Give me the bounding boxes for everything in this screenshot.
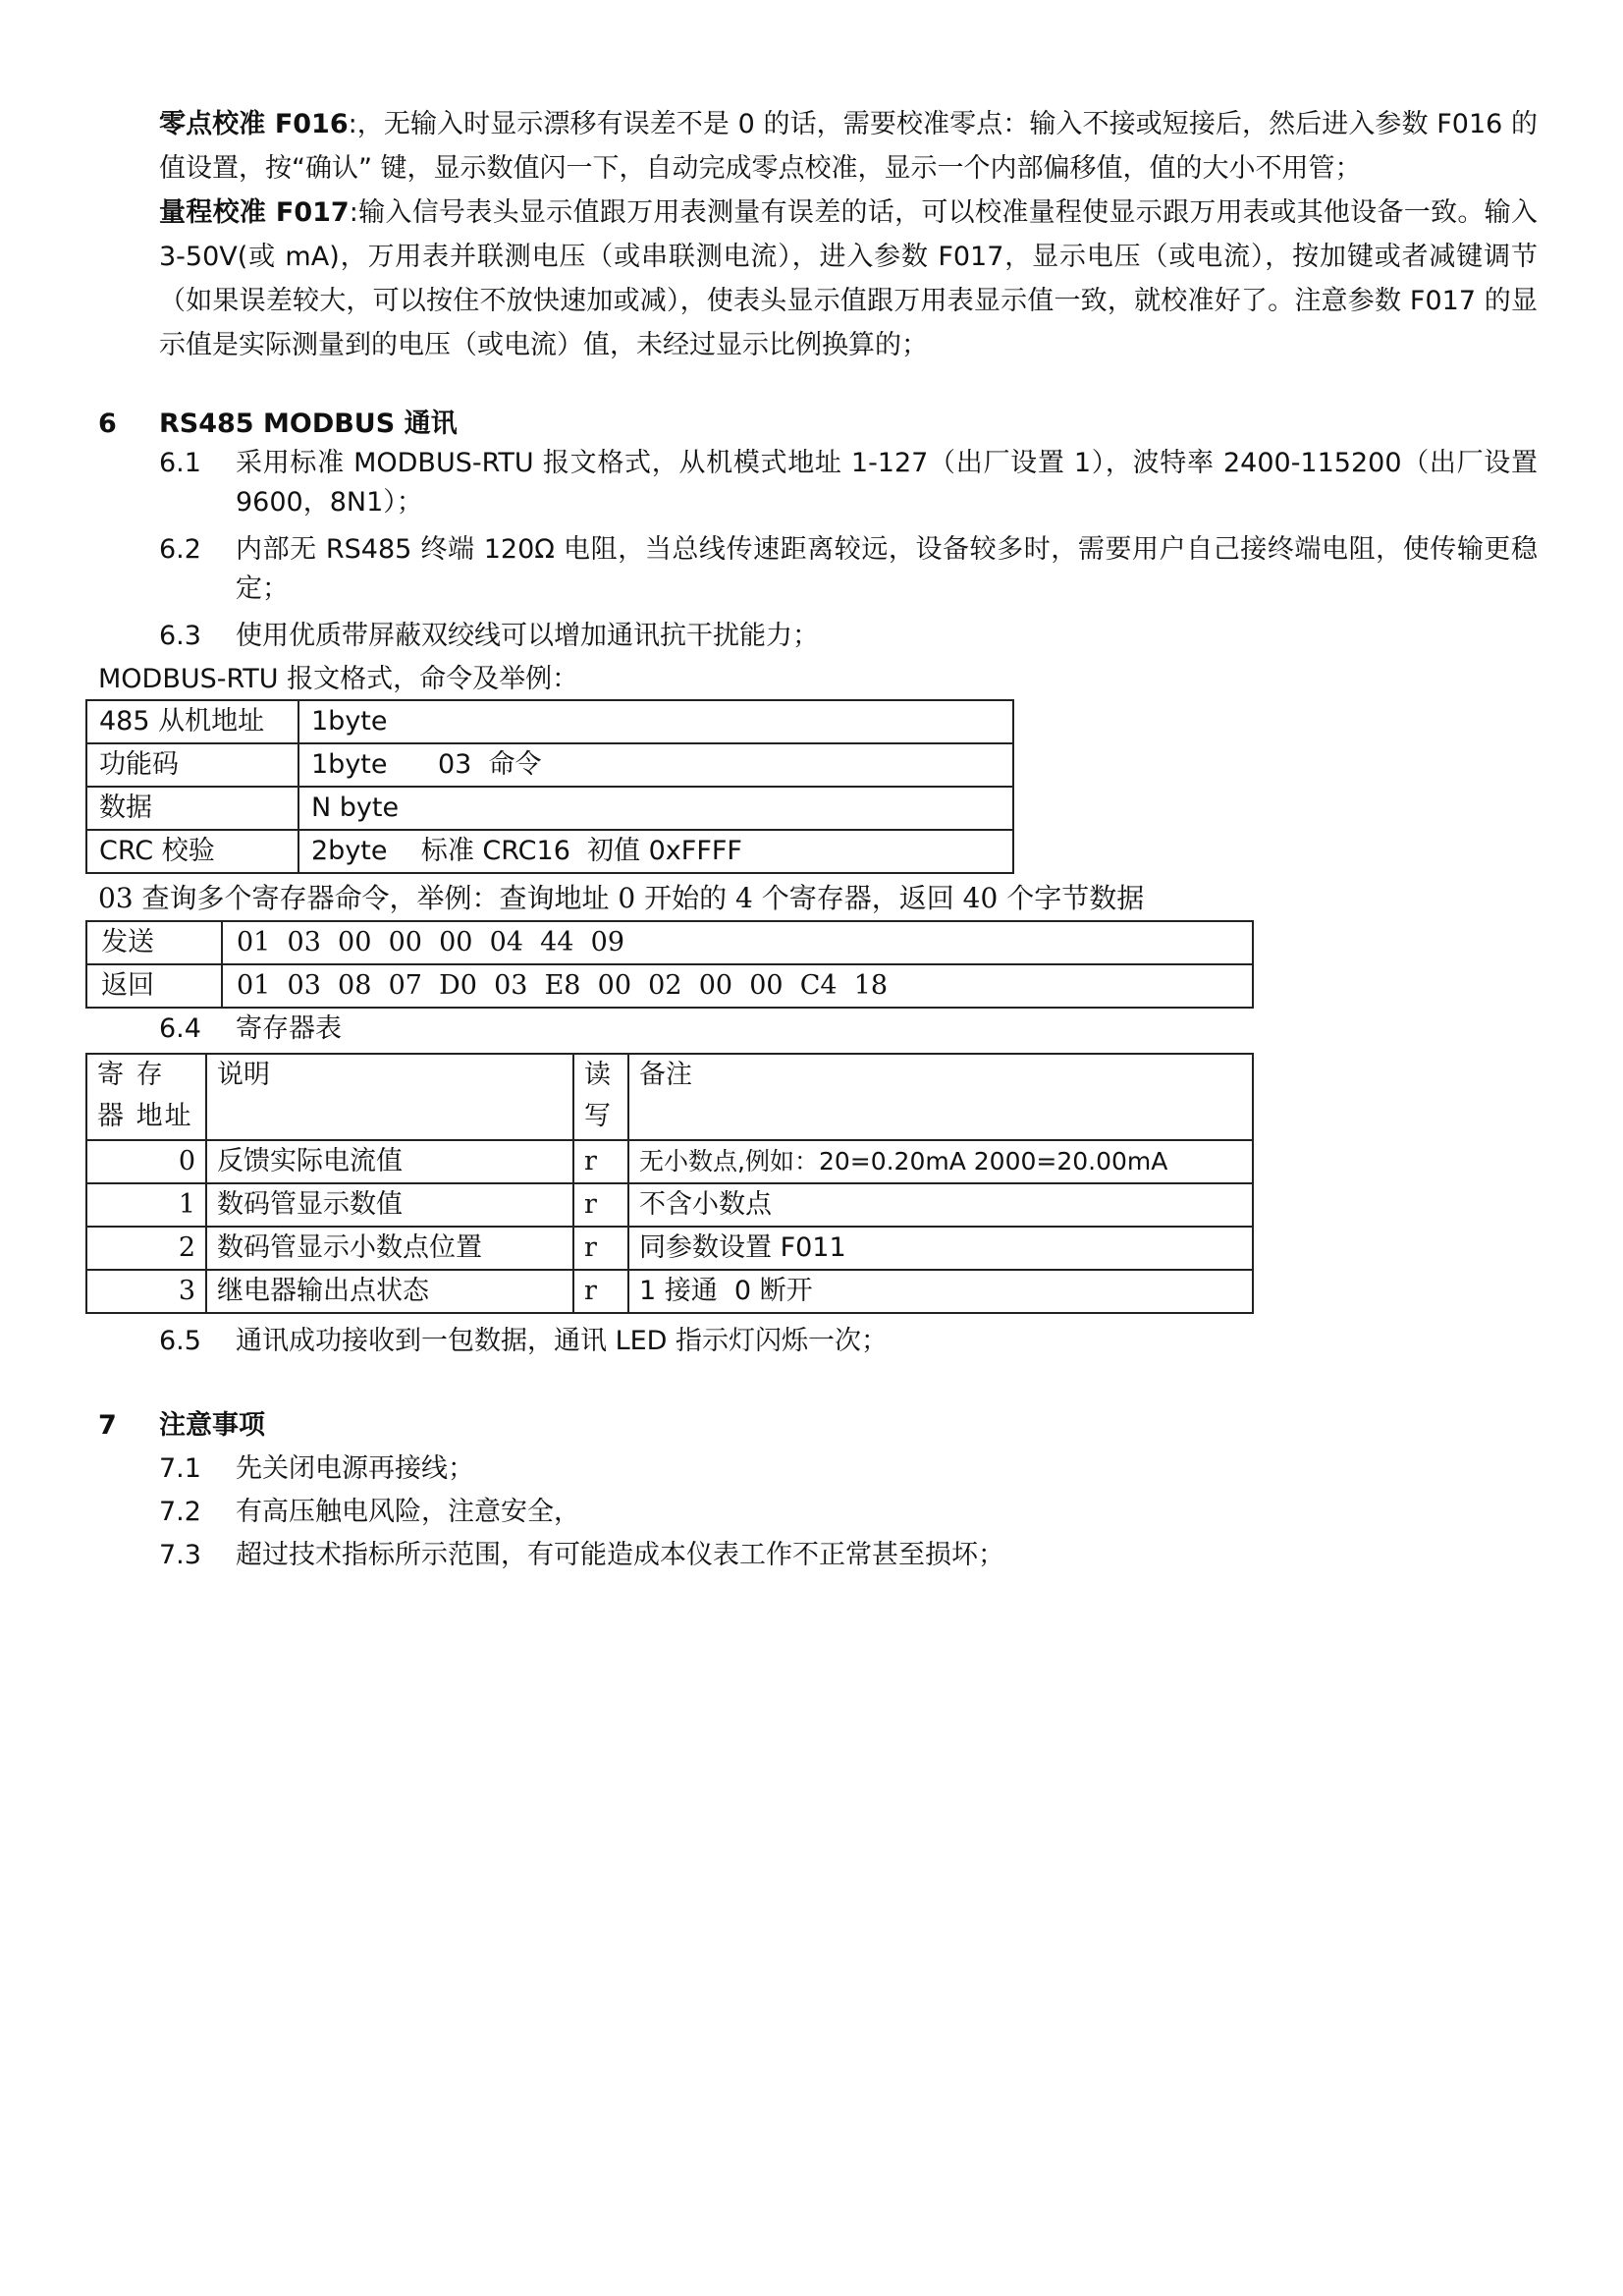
span-calibration-label: 量程校准 F017 — [159, 197, 350, 228]
item-text: 使用优质带屏蔽双绞线可以增加通讯抗干扰能力； — [236, 621, 819, 651]
table-cell: 2byte 标准 CRC16 初值 0xFFFF — [298, 830, 1013, 873]
item-text: 寄存器表 — [236, 1013, 342, 1044]
table-cell: 2 — [86, 1227, 206, 1270]
table-cell: 同参数设置 F011 — [628, 1227, 1253, 1270]
table-row — [86, 1270, 1253, 1313]
table-cell: 0 — [86, 1140, 206, 1183]
item-text: 采用标准 MODBUS-RTU 报文格式，从机模式地址 1-127（出厂设置 1），波特率 2400-115200（出厂设置 9600，8N1）； — [236, 448, 1538, 518]
zero-calibration-paragraph — [159, 102, 1538, 191]
example-table — [85, 920, 1254, 1009]
item-number: 6.1 — [159, 448, 201, 478]
table-cell: 数码管显示小数点位置 — [206, 1227, 573, 1270]
table-cell: 1 接通 0 断开 — [628, 1270, 1253, 1313]
table-cell: 01 03 00 00 00 04 44 09 — [222, 921, 1253, 964]
table-cell: 数据 — [86, 787, 298, 830]
table-cell: 功能码 — [86, 743, 298, 787]
header-cell: 说明 — [206, 1054, 573, 1140]
table-row — [86, 1183, 1253, 1227]
section-title: 注意事项 — [159, 1410, 265, 1441]
item-text: 通讯成功接收到一包数据，通讯 LED 指示灯闪烁一次； — [236, 1326, 889, 1356]
table-cell: 3 — [86, 1270, 206, 1313]
table-row — [86, 1227, 1253, 1270]
header-cell: 读写 — [573, 1054, 628, 1140]
table-cell: r — [573, 1183, 628, 1227]
section-number: 6 — [98, 409, 117, 439]
table-cell: CRC 校验 — [86, 830, 298, 873]
table-cell: 1byte 03 命令 — [298, 743, 1013, 787]
item-number: 6.2 — [159, 534, 201, 565]
section-title: RS485 MODBUS 通讯 — [159, 409, 458, 439]
item-text: 超过技术指标所示范围，有可能造成本仪表工作不正常甚至损坏； — [236, 1540, 1004, 1570]
table-row — [86, 700, 1013, 743]
table-cell: 返回 — [86, 964, 222, 1008]
section-number: 7 — [98, 1410, 117, 1441]
item-number: 7.3 — [159, 1540, 201, 1570]
table-cell: r — [573, 1227, 628, 1270]
register-table — [85, 1053, 1254, 1314]
item-text: 先关闭电源再接线； — [236, 1453, 474, 1484]
table-cell: r — [573, 1270, 628, 1313]
zero-calibration-label: 零点校准 F016 — [159, 109, 349, 139]
table-row — [86, 964, 1253, 1008]
table-cell: 数码管显示数值 — [206, 1183, 573, 1227]
table-row — [86, 830, 1013, 873]
span-calibration-paragraph — [159, 191, 1538, 367]
table-cell: 485 从机地址 — [86, 700, 298, 743]
table-cell: 反馈实际电流值 — [206, 1140, 573, 1183]
table-cell: N byte — [298, 787, 1013, 830]
table-row — [86, 743, 1013, 787]
table-header-row — [86, 1054, 1253, 1140]
item-number: 7.1 — [159, 1453, 201, 1484]
header-cell: 寄 存 器 地址 — [86, 1054, 206, 1140]
table-cell: 01 03 08 07 D0 03 E8 00 02 00 00 C4 18 — [222, 964, 1253, 1008]
format-caption: MODBUS-RTU 报文格式，命令及举例： — [98, 664, 579, 694]
table-cell: 继电器输出点状态 — [206, 1270, 573, 1313]
table-cell: 发送 — [86, 921, 222, 964]
table-row — [86, 921, 1253, 964]
item-number: 6.5 — [159, 1326, 201, 1356]
header-cell: 备注 — [628, 1054, 1253, 1140]
item-number: 6.3 — [159, 621, 201, 651]
example-caption: 03 查询多个寄存器命令，举例：查询地址 0 开始的 4 个寄存器，返回 40 个字节数据 — [98, 882, 1145, 914]
item-number: 6.4 — [159, 1013, 201, 1044]
table-cell: r — [573, 1140, 628, 1183]
table-row — [86, 1140, 1253, 1183]
table-cell: 1byte — [298, 700, 1013, 743]
item-text: 内部无 RS485 终端 120Ω 电阻，当总线传速距离较远，设备较多时，需要用户自己接终端电阻，使传输更稳定； — [236, 534, 1538, 604]
table-cell: 不含小数点 — [628, 1183, 1253, 1227]
item-number: 7.2 — [159, 1497, 201, 1527]
table-cell: 1 — [86, 1183, 206, 1227]
frame-format-table — [85, 699, 1014, 874]
table-row — [86, 787, 1013, 830]
table-cell: 无小数点,例如：20=0.20mA 2000=20.00mA — [628, 1140, 1253, 1183]
item-text: 有高压触电风险，注意安全， — [236, 1497, 580, 1527]
span-calibration-text: :输入信号表头显示值跟万用表测量有误差的话，可以校准量程使显示跟万用表或其他设备一致。输入 3-50V(或 mA)，万用表并联测电压（或串联测电流），进入参数 F017，显示电压（或电流），按加键或者减键调节（如果误差较大，可以按住不放快速加或减），使表头显示值跟万用表显示值一致，就校准好了。注意参数 F017 的显示值是实际测量到的电压（或电流）值，未经过显示比例换算的； — [159, 197, 1538, 360]
zero-calibration-text: :，无输入时显示漂移有误差不是 0 的话，需要校准零点：输入不接或短接后，然后进入参数 F016 的值设置，按“确认” 键，显示数值闪一下，自动完成零点校准，显示一个内部偏移值，值的大小不用管； — [159, 109, 1538, 184]
